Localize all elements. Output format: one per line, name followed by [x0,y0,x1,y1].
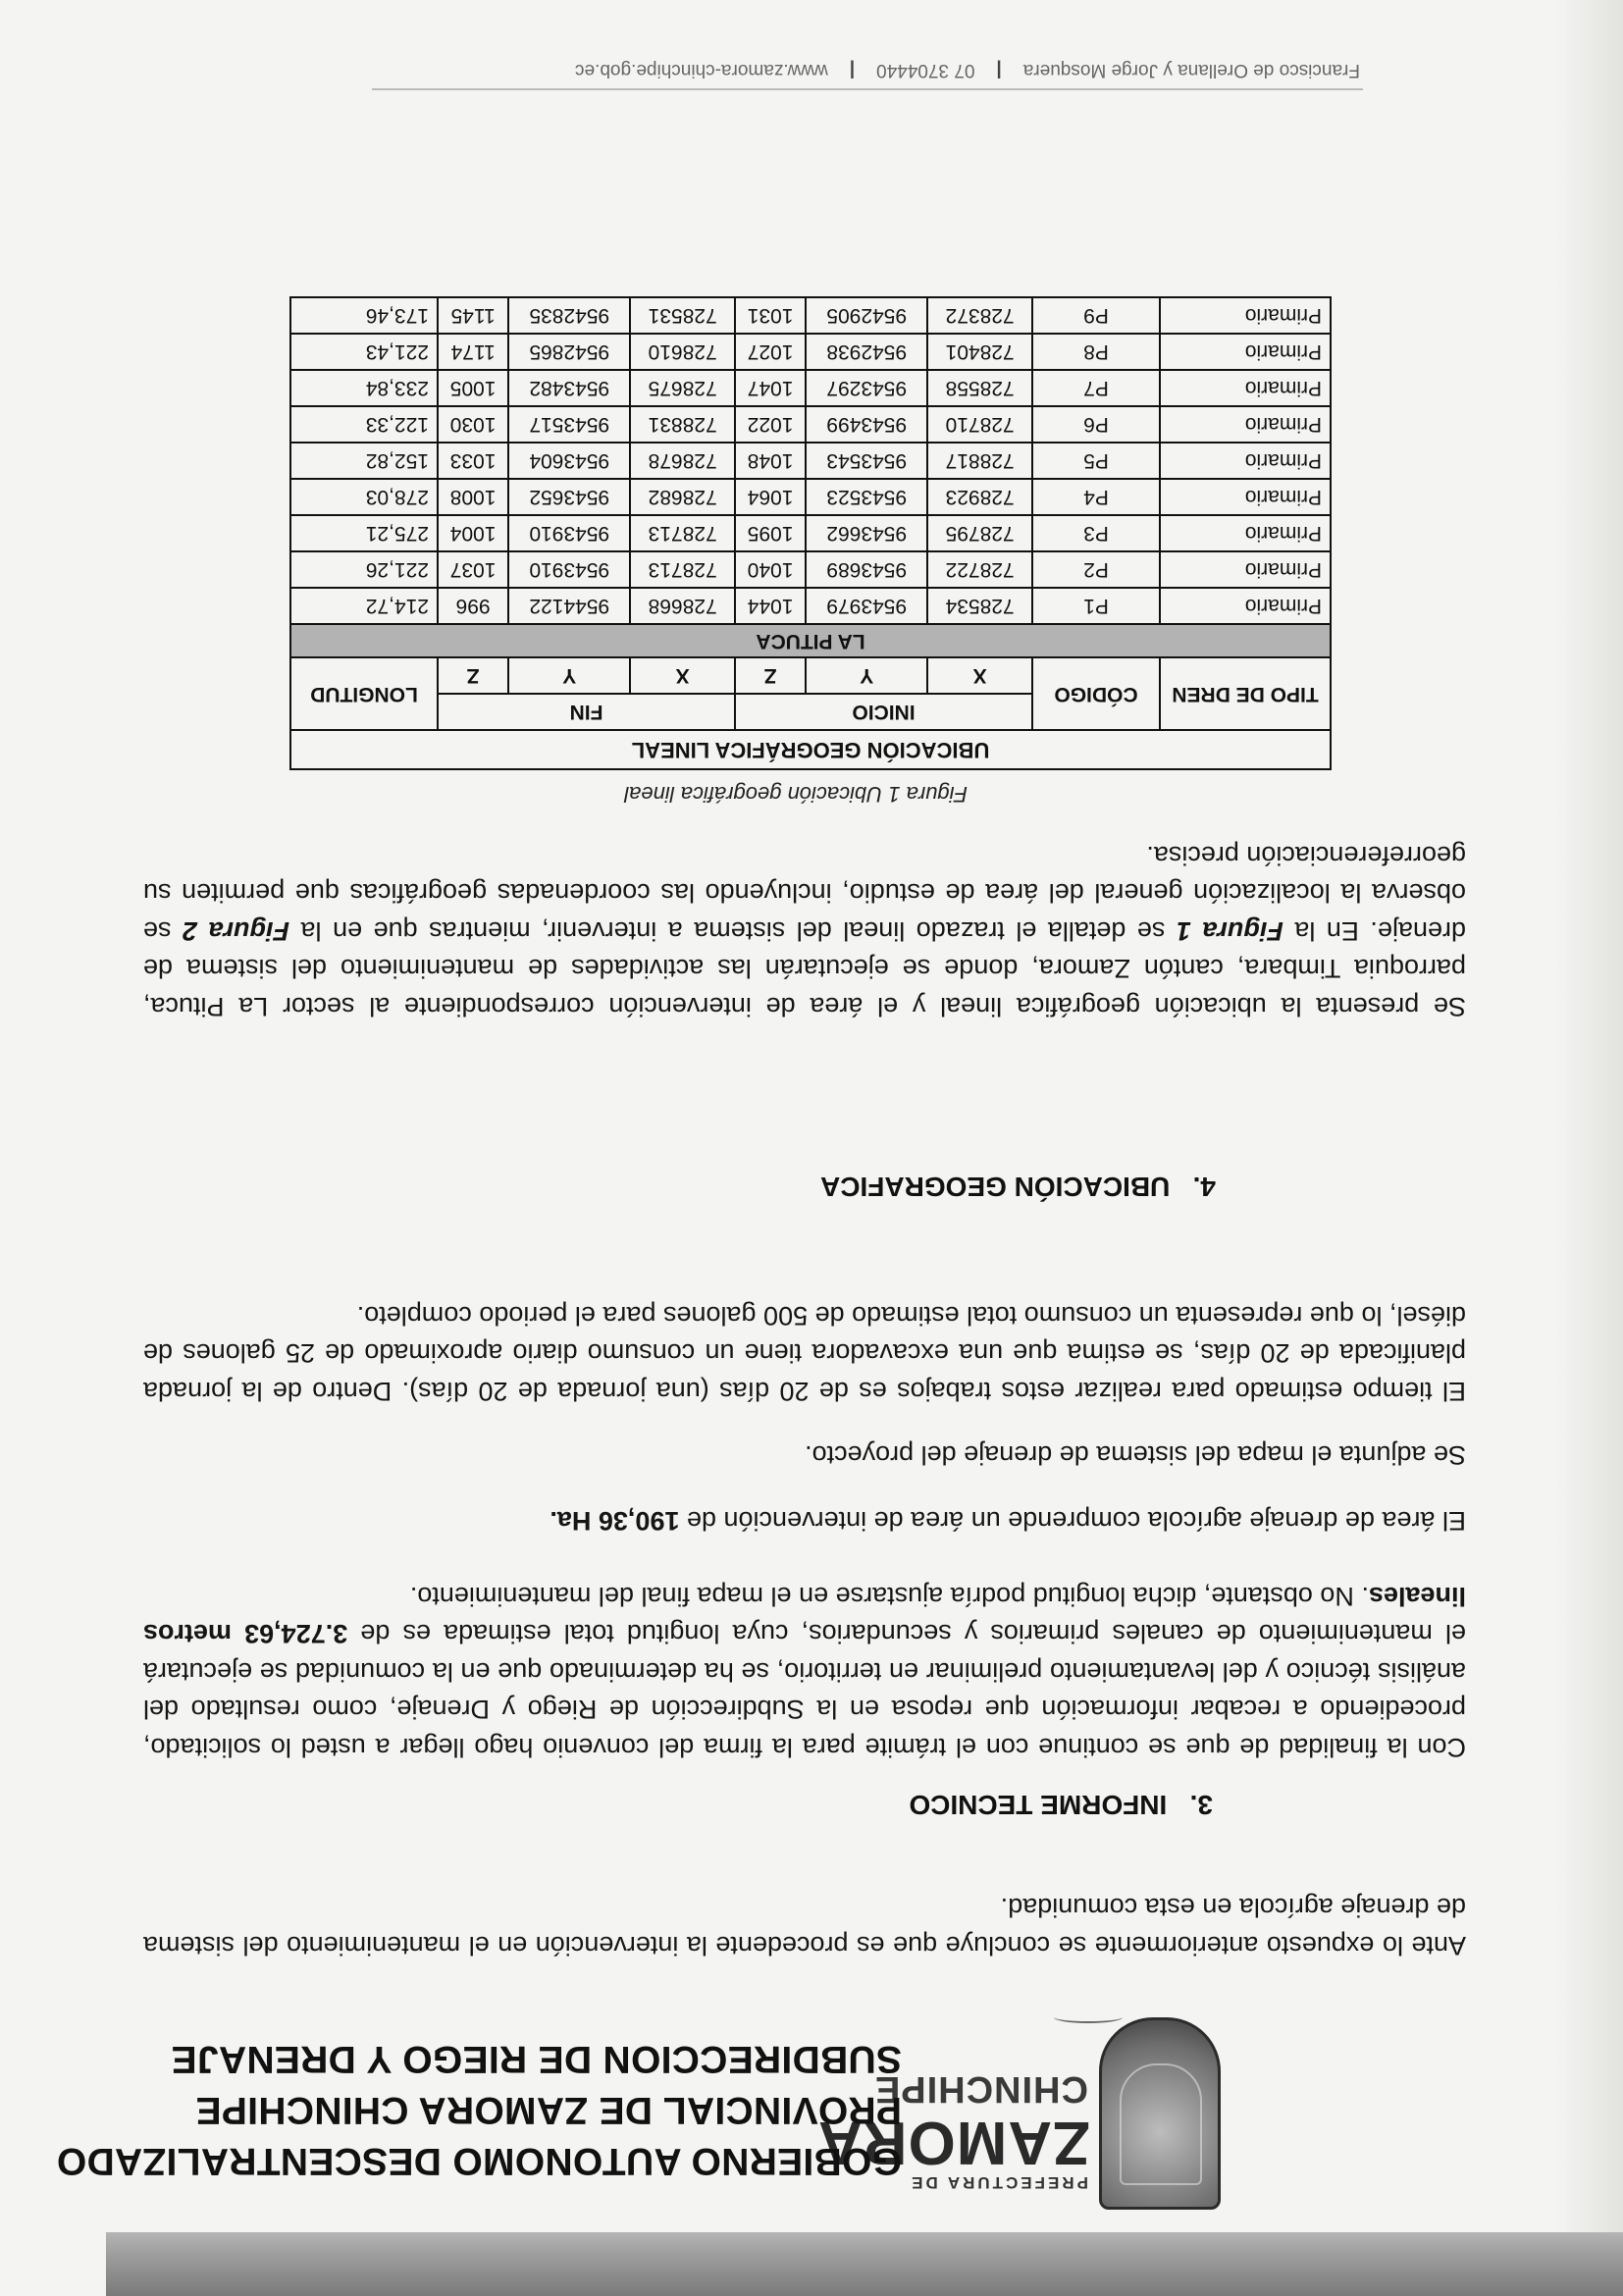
table-cell: 1174 [438,334,508,370]
table-cell: 122,33 [290,406,438,443]
figure-2-ref: Figura 2 [183,916,290,946]
table-cell: 728722 [927,551,1032,588]
table-cell: 1044 [735,588,806,624]
table-cell: Primario [1160,588,1331,624]
section-3-heading [909,1789,1213,1820]
section-3-paragraph-3: Se adjunta el mapa del sistema de drenaje del proyecto. [805,1440,1466,1470]
table-cell: P7 [1032,370,1160,406]
table-cell: 728713 [630,515,735,551]
table-cell: P4 [1032,479,1160,515]
table-row [290,334,1331,370]
table-cell: 1047 [735,370,806,406]
table-cell: Primario [1160,370,1331,406]
section-3-title: INFORME TECNICO [909,1790,1168,1820]
table-cell: 9543543 [806,443,927,479]
table-cell: 1064 [735,479,806,515]
table-cell: Primario [1160,515,1331,551]
section-3-paragraph-1: Con la finalidad de que se continue con el trámite para la firma del convenio hago llegar a usted lo solicitado, procediendo a recabar información que reposa en la Subdirección de Riego y Drenaje, como resultado del análisis técnico y del levantamiento preliminar en territorio, se ha determinado que en la comunidad se ejecutará el mantenimiento de canales primarios y secundarios, cuya longitud total estimada es de 3.724,63 metros lineales. No obstante, dicha longitud podría ajustarse en el mapa final del mantenimiento. [143,1582,1466,1762]
footer: Francisco de Orellana y Jorge Mosquera|07 3704440|www.zamora-chinchipe.gob.ec [575,60,1360,80]
table-cell: P3 [1032,515,1160,551]
table-cell: 728675 [630,370,735,406]
table-cell: 1145 [438,297,508,334]
table-cell: P2 [1032,551,1160,588]
section-3-number: 3. [1189,1790,1213,1820]
table-row [290,551,1331,588]
table-cell: 1048 [735,443,806,479]
table-cell: 1095 [735,515,806,551]
table-cell: P5 [1032,443,1160,479]
figure-1-ref: Figura 1 [1176,916,1283,946]
table-cell: 9543482 [508,370,630,406]
table-title: UBICACIÓN GEOGRÁFICA LINEAL [290,730,1331,769]
header-tipo: TIPO DE DREN [1160,657,1331,730]
table-cell: 9542865 [508,334,630,370]
subheader-fin-z: Z [438,657,508,694]
subheader-inicio-x: X [927,657,1032,694]
institution-header [57,2033,902,2186]
table-cell: 233,84 [290,370,438,406]
table-cell: 728678 [630,443,735,479]
header-codigo: CÓDIGO [1032,657,1160,730]
table-cell: 9542938 [806,334,927,370]
table-cell: 1027 [735,334,806,370]
footer-website: www.zamora-chinchipe.gob.ec [575,60,828,80]
footer-phone: 07 3704440 [876,60,975,80]
table-section-label: LA PITUCA [290,624,1331,657]
table-cell: 9543297 [806,370,927,406]
table-cell: 278,03 [290,479,438,515]
table-cell: P8 [1032,334,1160,370]
table-cell: 9543910 [508,515,630,551]
table-cell: 9543517 [508,406,630,443]
table-cell: Primario [1160,406,1331,443]
table-cell: 1033 [438,443,508,479]
logo-name-2: CHINCHIPE [873,2068,1088,2110]
table-cell: 996 [438,588,508,624]
table-cell: 9543979 [806,588,927,624]
table-cell: 1008 [438,479,508,515]
table-cell: 221,43 [290,334,438,370]
table-cell: 1040 [735,551,806,588]
table-cell: 275,21 [290,515,438,551]
table-cell: 728923 [927,479,1032,515]
table-row [290,406,1331,443]
table-cell: 1005 [438,370,508,406]
table-cell: 9544122 [508,588,630,624]
table-row [290,370,1331,406]
section-3-paragraph-4: El tiempo estimado para realizar estos trabajos es de 20 días (una jornada de 20 días). Dentro de la jornada planificada de 20 días, se estima que una excavadora tiene un consumo diario aproximado de 25 galones de diésel, lo que representa un consumo total estimado de 500 galones para el periodo completo. [143,1301,1466,1406]
table-cell: 728534 [927,588,1032,624]
footer-divider [372,88,1363,90]
table-cell: 1030 [438,406,508,443]
table-cell: 9543499 [806,406,927,443]
section-4-title: UBICACIÓN GEOGRAFICA [820,1172,1171,1202]
header-inicio: INICIO [735,694,1032,730]
table-cell: 728795 [927,515,1032,551]
table-cell: 152,82 [290,443,438,479]
table-cell: 728831 [630,406,735,443]
length-value: 3.724,63 metros lineales [143,1582,1466,1649]
header-line-3: SUBDIRECCION DE RIEGO Y DRENAJE [171,2038,902,2080]
header-line-1: GOBIERNO AUTONOMO DESCENTRALIZADO [56,2140,902,2182]
table-cell: 9543652 [508,479,630,515]
table-cell: 728558 [927,370,1032,406]
footer-address: Francisco de Orellana y Jorge Mosquera [1022,60,1360,80]
section-4-heading [820,1171,1216,1202]
table-cell: 1004 [438,515,508,551]
section-4-number: 4. [1192,1172,1216,1202]
intro-paragraph: Ante lo expuesto anteriormente se concluye que es procedente la intervención en el mantenimiento del sistema de drenaje agrícola en esta comunidad. [143,1893,1466,1960]
table-cell: P1 [1032,588,1160,624]
table-cell: 728401 [927,334,1032,370]
table-cell: 9543910 [508,551,630,588]
table-cell: 9543604 [508,443,630,479]
header-longitud: LONGITUD [290,657,438,730]
table-cell: 9543523 [806,479,927,515]
table-cell: 1037 [438,551,508,588]
subheader-fin-y: Y [508,657,630,694]
table-cell: 728372 [927,297,1032,334]
subheader-inicio-y: Y [806,657,927,694]
table-row [290,297,1331,334]
prefectura-logo [816,1999,1221,2210]
table-cell: Primario [1160,443,1331,479]
table-cell: Primario [1160,479,1331,515]
table-cell: 728713 [630,551,735,588]
table-cell: 173,46 [290,297,438,334]
table-cell: 9542905 [806,297,927,334]
scan-shadow [1554,0,1623,2296]
table-cell: 9543662 [806,515,927,551]
section-3-paragraph-2: El área de drenaje agrícola comprende un área de intervención de 190,36 Ha. [550,1506,1466,1536]
logo-prefix: PREFECTURA DE [909,2173,1088,2192]
table-cell: 728668 [630,588,735,624]
table-cell: 728710 [927,406,1032,443]
table-cell: 214,72 [290,588,438,624]
table-cell: P9 [1032,297,1160,334]
table-cell: 728817 [927,443,1032,479]
table-cell: 728682 [630,479,735,515]
subheader-inicio-z: Z [735,657,806,694]
table-cell: 221,26 [290,551,438,588]
table-cell: Primario [1160,334,1331,370]
table-cell: Primario [1160,297,1331,334]
section-4-paragraph: Se presenta la ubicación geográfica lineal y el área de intervención correspondiente al sector La Pituca, parroquia Timbara, cantón Zamora, donde se ejecutarán las actividades de mantenimiento del sistema de drenaje. En la Figura 1 se detalla el trazado lineal del sistema a intervenir, mientras que en la Figura 2 se observa la localización general del área de estudio, incluyendo las coordenadas geográficas que permiten su georreferenciación precisa. [143,841,1466,1021]
header-line-2: PROVINCIAL DE ZAMORA CHINCHIPE [195,2089,902,2131]
table-row [290,515,1331,551]
area-value: 190,36 Ha. [550,1506,680,1536]
table-row [290,443,1331,479]
table-cell: 9543689 [806,551,927,588]
subheader-fin-x: X [630,657,735,694]
table-cell: 728610 [630,334,735,370]
table-row [290,479,1331,515]
logo-name: ZAMORA [816,2109,1090,2176]
table-cell: P6 [1032,406,1160,443]
table-cell: 1022 [735,406,806,443]
table-cell: 9542835 [508,297,630,334]
geo-location-table [289,296,1332,770]
table-row [290,588,1331,624]
table-cell: Primario [1160,551,1331,588]
figure-caption: Figura 1 Ubicación geográfica lineal [624,782,968,807]
header-bar [106,2232,1623,2296]
coat-of-arms-icon [1099,2017,1221,2210]
table-cell: 1031 [735,297,806,334]
header-fin: FIN [438,694,735,730]
table-cell: 728531 [630,297,735,334]
